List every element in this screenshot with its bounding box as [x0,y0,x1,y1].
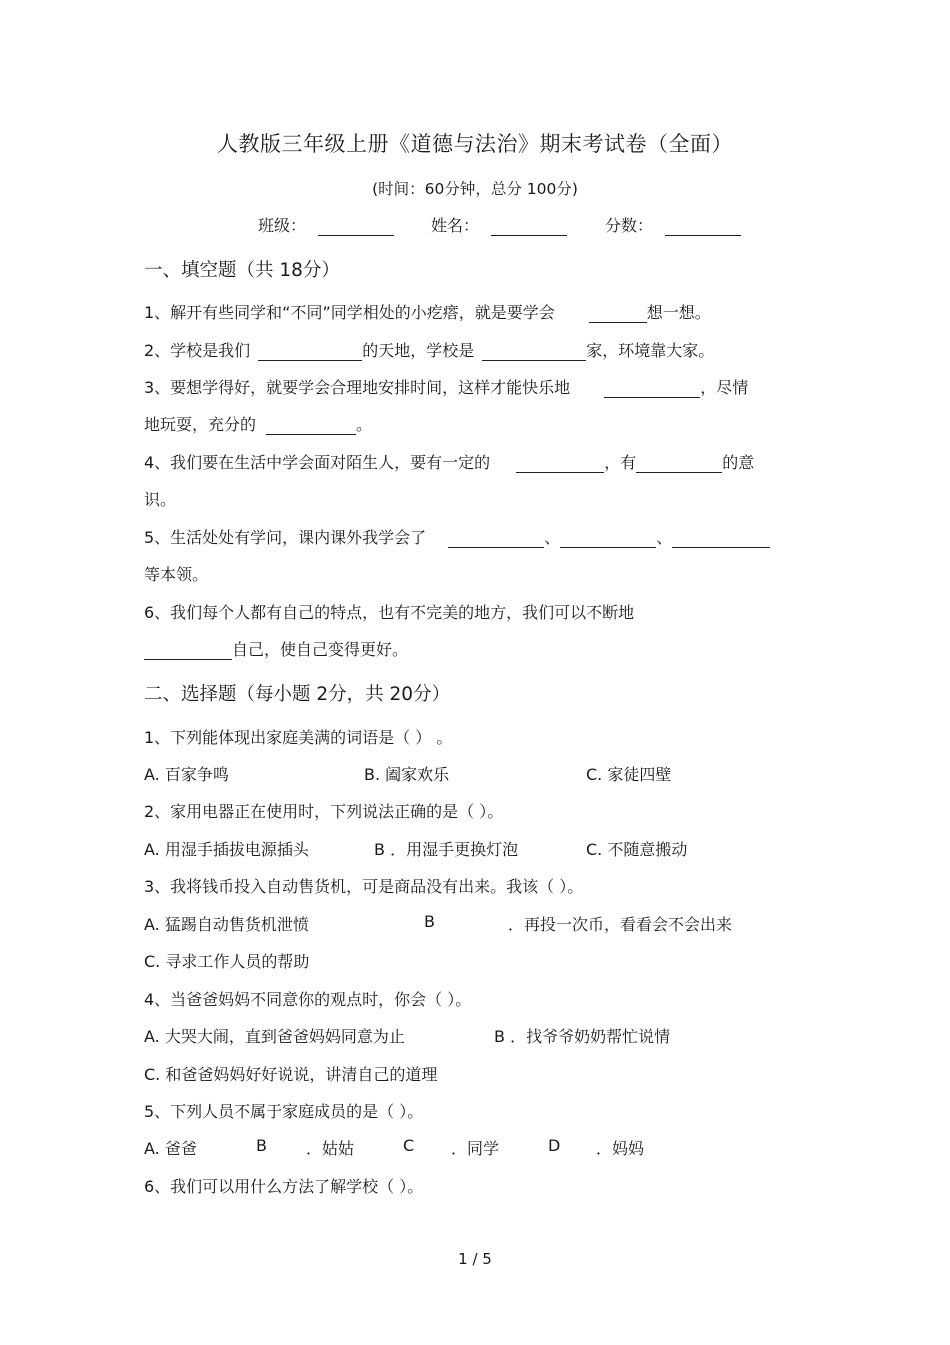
s2-q4-option-c: C. 和爸爸妈妈好好说说，讲清自己的道理 [144,1065,438,1084]
s1-q2-text: 2、学校是我们 [144,341,251,360]
answer-blank [636,456,722,473]
s2-q3-option-b: ．再投一次币，看看会不会出来 [508,915,733,934]
s2-q6-stem: 6、我们可以用什么方法了解学校（ ）。 [144,1177,424,1196]
page-number: 1 / 5 [458,1250,492,1268]
s1-question-4-cont: 识。 [144,490,177,509]
s2-q2-stem: 2、家用电器正在使用时，下列说法正确的是（ ）。 [144,802,504,821]
score-label: 分数： [605,216,654,235]
s2-q4-option-a: A. 大哭大闹，直到爸爸妈妈同意为止 [144,1027,405,1046]
s2-q2-option-b: B ．用湿手更换灯泡 [374,840,519,859]
s2-q5-option-d-letter: D [548,1136,561,1155]
s1-q3-text-2: 地玩耍，充分的 [144,415,257,434]
s1-q6-text-end: 自己，使自己变得更好。 [232,640,409,659]
s2-q4-option-b: B ．找爷爷奶奶帮忙说情 [494,1027,671,1046]
section2-title: 二、选择题（每小题 2分，共 20分） [144,684,451,705]
class-field [258,213,394,236]
s2-q1-stem: 1、下列能体现出家庭美满的词语是（ ） 。 [144,728,453,747]
s2-q5-option-b: ．姑姑 [306,1139,355,1158]
score-field [605,213,741,236]
name-blank [491,218,567,236]
exam-title: 人教版三年级上册《道德与法治》期末考试卷（全面） [217,132,733,156]
s2-q1-option-a: A. 百家争鸣 [144,765,229,784]
s1-question-3 [144,375,748,398]
s1-question-1 [144,300,711,323]
s2-q3-option-b-letter: B [424,912,435,931]
s2-q5-option-a: A. 爸爸 [144,1139,197,1158]
answer-blank [482,344,586,361]
s2-q1-option-b: B. 阖家欢乐 [364,765,450,784]
name-field [431,213,567,236]
answer-blank [516,456,604,473]
class-blank [318,218,394,236]
answer-blank [589,306,647,323]
s2-q2-option-c: C. 不随意搬动 [586,840,688,859]
answer-blank [266,418,356,435]
s1-q4-text: 4、我们要在生活中学会面对陌生人，要有一定的 [144,453,491,472]
s1-q4-text-end: 的意 [722,453,755,472]
s1-q1-text: 1、解开有些同学和“不同”同学相处的小疙瘩，就是要学会 [144,303,555,322]
s1-q3-text: 3、要想学得好，就要学会合理地安排时间，这样才能快乐地 [144,378,571,397]
s2-q5-option-d: ．妈妈 [596,1139,645,1158]
s1-q3-text-end: 。 [356,415,373,434]
s1-question-6: 6、我们每个人都有自己的特点，也有不完美的地方，我们可以不断地 [144,603,635,622]
name-label: 姓名： [431,216,480,235]
s2-q4-stem: 4、当爸爸妈妈不同意你的观点时，你会（ ）。 [144,990,472,1009]
s1-question-4 [144,450,754,473]
s1-question-5 [144,525,770,548]
score-blank [665,218,741,236]
s1-q5-text: 5、生活处处有学问，课内课外我学会了 [144,528,427,547]
s1-question-2 [144,338,714,361]
s1-question-6-cont [144,637,408,660]
s1-q2-text-mid: 的天地，学校是 [362,341,475,360]
s1-q3-text-mid: ，尽情 [700,378,749,397]
s1-question-5-cont: 等本领。 [144,565,209,584]
s1-q5-sep: 、 [656,528,673,547]
answer-blank [144,643,232,660]
s1-q1-text-end: 想一想。 [646,303,711,322]
s2-q1-option-c: C. 家徒四壁 [586,765,672,784]
s1-q2-text-end: 家，环境靠大家。 [586,341,715,360]
answer-blank [672,531,770,548]
s2-q3-option-c: C. 寻求工作人员的帮助 [144,952,310,971]
s2-q2-option-a: A. 用湿手插拔电源插头 [144,840,309,859]
section1-title: 一、填空题（共 18分） [144,260,340,281]
s1-question-3-cont [144,412,372,435]
s2-q5-option-c: ．同学 [451,1139,500,1158]
s2-q5-option-b-letter: B [256,1136,267,1155]
answer-blank [448,531,544,548]
class-label: 班级： [258,216,307,235]
s2-q3-stem: 3、我将钱币投入自动售货机，可是商品没有出来。我该（ ）。 [144,877,584,896]
answer-blank [258,344,362,361]
s1-q4-text-mid: ，有 [604,453,637,472]
exam-subtitle: (时间：60分钟，总分 100分) [372,180,578,198]
answer-blank [604,381,700,398]
answer-blank [560,531,656,548]
s2-q5-stem: 5、下列人员不属于家庭成员的是（ ）。 [144,1102,424,1121]
s1-q5-sep: 、 [544,528,561,547]
s2-q5-option-c-letter: C [403,1136,415,1155]
s2-q3-option-a: A. 猛踢自动售货机泄愤 [144,915,309,934]
